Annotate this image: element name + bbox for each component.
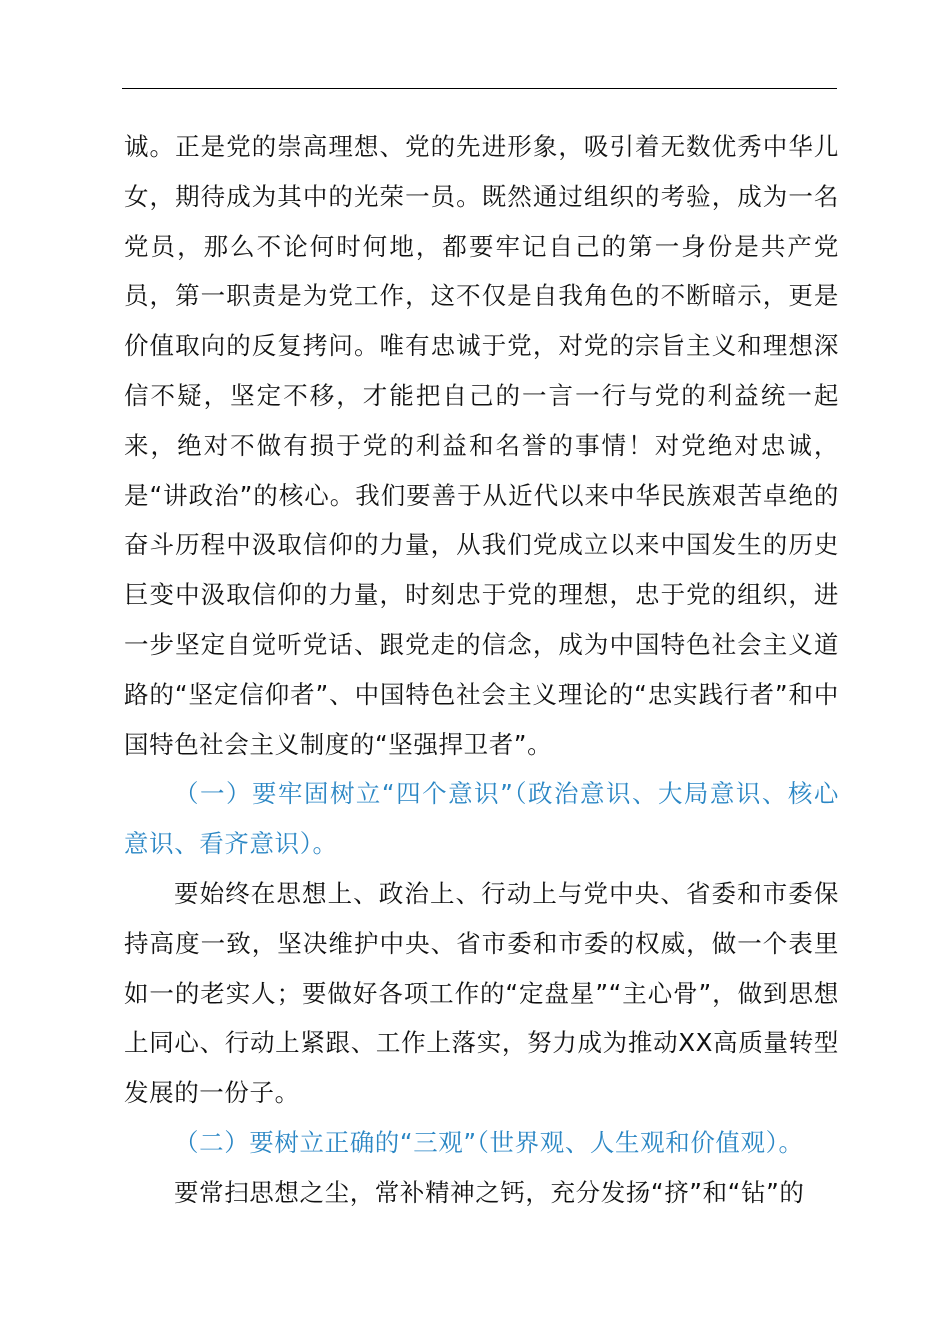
header-rule	[122, 88, 837, 89]
body-paragraph-spirit: 要常扫思想之尘，常补精神之钙，充分发扬“挤”和“钻”的	[174, 1177, 805, 1207]
body-paragraph-consistency: 要始终在思想上、政治上、行动上与党中央、省委和市委保持高度一致，坚决维护中央、省市委和市委的权威，做一个表里如一的老实人；要做好各项工作的“定盘星”“主心骨”，做到思想上同心、行动上紧跟、工作上落实，努力成为推动XX高质量转型发展的一份子。	[124, 878, 839, 1108]
section-heading-three-views: （二）要树立正确的“三观”（世界观、人生观和价值观）。	[174, 1127, 804, 1157]
document-body	[124, 122, 839, 1218]
body-paragraph-continuation: 诚。正是党的崇高理想、党的先进形象，吸引着无数优秀中华儿女，期待成为其中的光荣一员。既然通过组织的考验，成为一名党员，那么不论何时何地，都要牢记自己的第一身份是共产党员，第一职责是为党工作，这不仅是自我角色的不断暗示，更是价值取向的反复拷问。唯有忠诚于党，对党的宗旨主义和理想深信不疑，坚定不移，才能把自己的一言一行与党的利益统一起来，绝对不做有损于党的利益和名誉的事情！对党绝对忠诚，是“讲政治”的核心。我们要善于从近代以来中华民族艰苦卓绝的奋斗历程中汲取信仰的力量，从我们党成立以来中国发生的历史巨变中汲取信仰的力量，时刻忠于党的理想，忠于党的组织，进一步坚定自觉听党话、跟党走的信念，成为中国特色社会主义道路的“坚定信仰者”、中国特色社会主义理论的“忠实践行者”和中国特色社会主义制度的“坚强捍卫者”。	[124, 132, 839, 759]
section-heading-four-consciousness: （一）要牢固树立“四个意识”（政治意识、大局意识、核心意识、看齐意识）。	[124, 779, 839, 859]
